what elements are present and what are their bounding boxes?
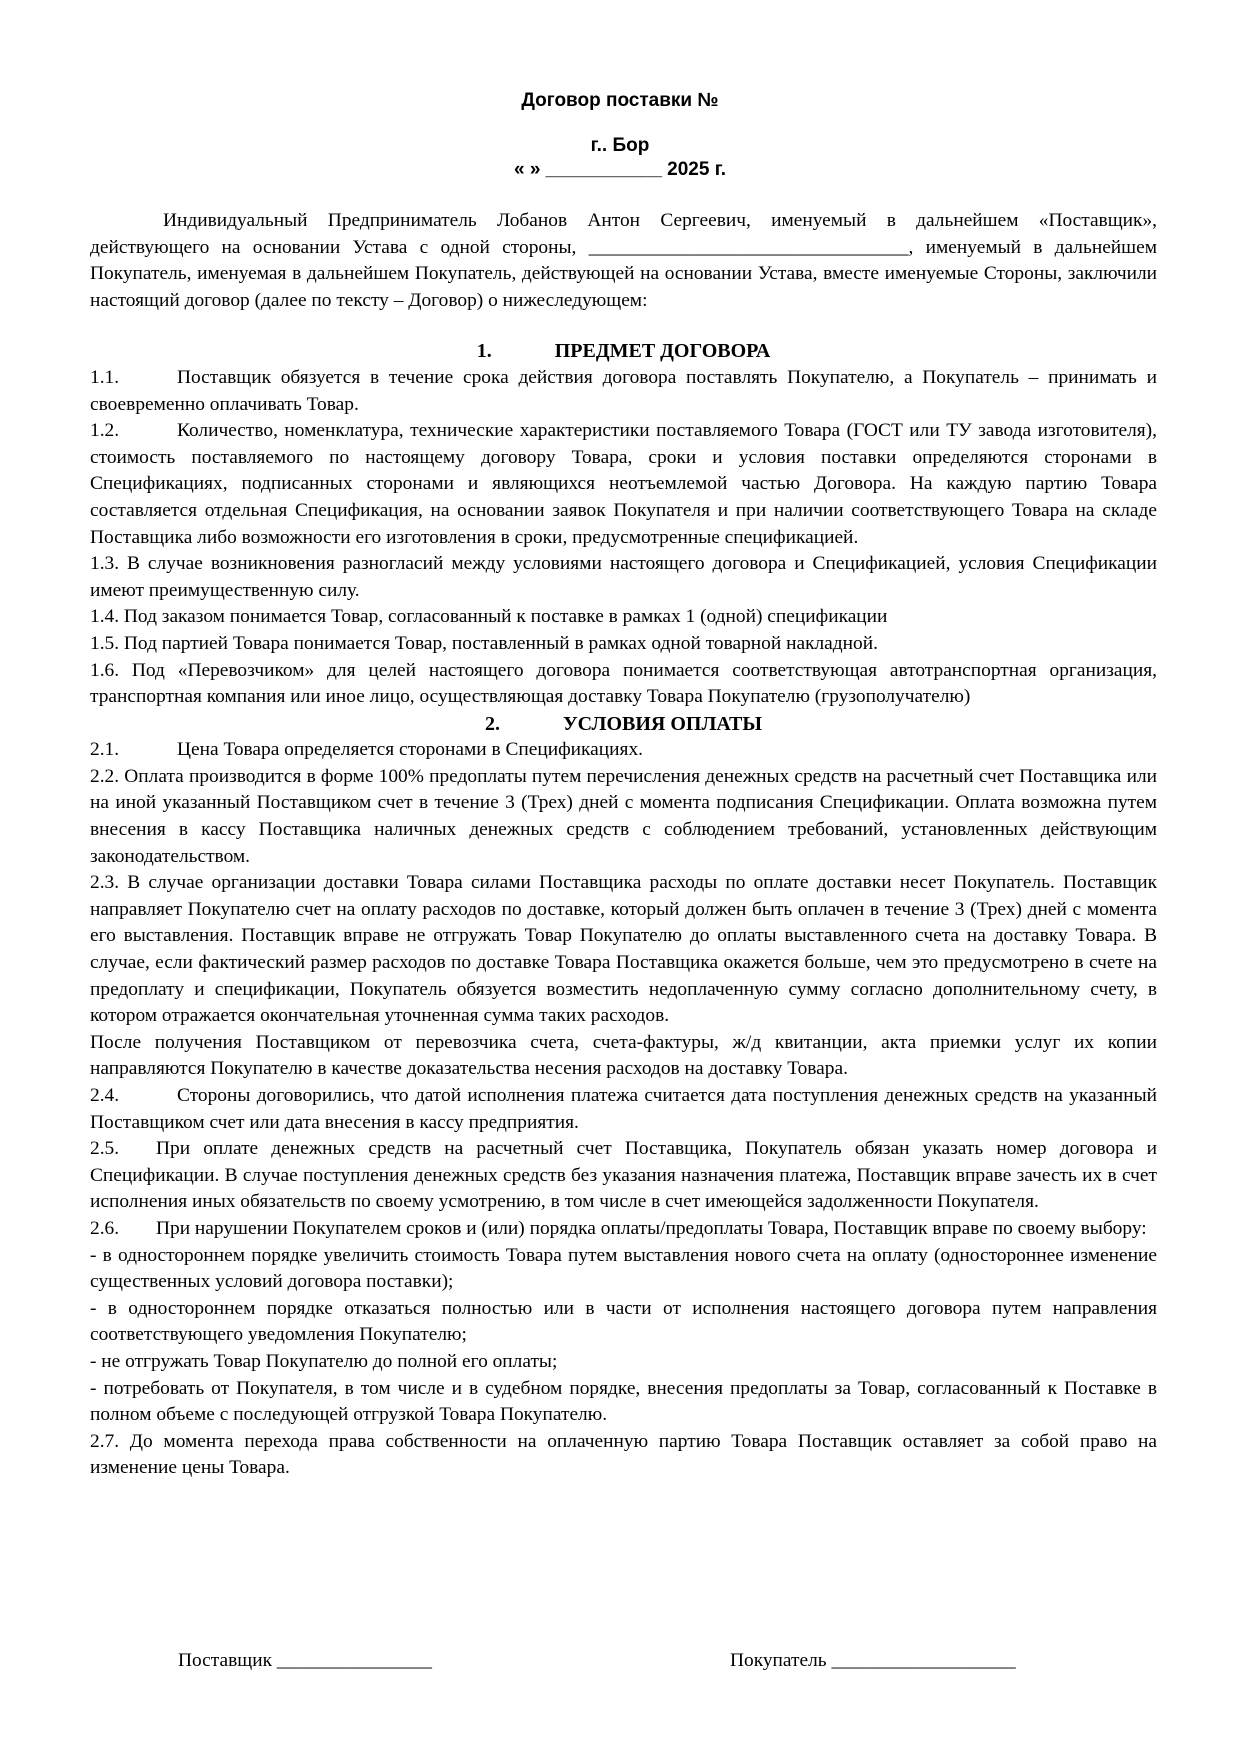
clause-number: 2.5.	[90, 1138, 120, 1160]
clause-number: 1.1.	[90, 366, 120, 388]
clause-2-4: 2.4. Стороны договорились, что датой исполнения платежа считается дата поступления денежных средств на указанный Поставщиком счет или дата внесения в кассу предприятия.	[90, 1085, 1157, 1133]
buyer-signature: Покупатель ___________________	[730, 1650, 1016, 1671]
clause-number: 2.1.	[90, 739, 120, 761]
clause-1-5: 1.5. Под партией Товара понимается Товар, поставленный в рамках одной товарной накладной.	[90, 632, 878, 654]
clause-2-7: 2.7. До момента перехода права собственности на оплаченную партию Товара Поставщик оставляет за собой право на изменение цены Товара.	[90, 1430, 1157, 1479]
contract-date: « » ___________ 2025 г.	[513, 159, 727, 180]
clause-2-5: 2.5. При оплате денежных средств на расчетный счет Поставщика, Покупатель обязан указать номер договора и Спецификации. В случае поступления денежных средств без указания назначения платежа, Поставщик вправе зачесть их в счет исполнения иных обязательств по своему усмотрению, в том числе в счет имеющейся задолженности Покупателя.	[90, 1138, 1157, 1213]
section-1-title: ПРЕДМЕТ ДОГОВОРА	[554, 340, 771, 363]
section-2-number: 2.	[484, 712, 500, 735]
clause-2-6-option: - потребовать от Покупателя, в том числе и в судебном порядке, внесения предоплаты за Товар, согласованный к Поставке в полном объеме с последующей отгрузкой Товара Покупателю.	[90, 1377, 1157, 1426]
clause-2-6: 2.6. При нарушении Покупателем сроков и (или) порядка оплаты/предоплаты Товара, Поставщик вправе по своему выбору:	[90, 1216, 1157, 1243]
clause-number: 2.4.	[90, 1085, 120, 1106]
clause-number: 1.2.	[90, 420, 120, 442]
section-1-heading	[90, 338, 1157, 365]
clause-2-6-option: - в одностороннем порядке увеличить стоимость Товара путем выставления нового счета на оплату (одностороннее изменение существенных условий договора поставки);	[90, 1244, 1157, 1293]
section-1-number: 1.	[476, 340, 492, 363]
clause-1-4: 1.4. Под заказом понимается Товар, согласованный к поставке в рамках 1 (одной) спецификации	[90, 606, 888, 628]
clause-2-3-continued: После получения Поставщиком от перевозчика счета, счета-фактуры, ж/д квитанции, акта приемки услуг их копии направляются Покупателю в качестве доказательства несения расходов на доставку Товара.	[90, 1031, 1157, 1080]
clause-1-6: 1.6. Под «Перевозчиком» для целей настоящего договора понимается соответствующая автотранспортная организация, транспортная компания или иное лицо, осуществляющая доставку Товара Покупателю (грузополучателю)	[90, 659, 1157, 708]
clause-2-6-option: - не отгружать Товар Покупателю до полной его оплаты;	[90, 1350, 558, 1372]
clause-1-3: 1.3. В случае возникновения разногласий между условиями настоящего договора и Спецификацией, условия Спецификации имеют преимущественную силу.	[90, 553, 1157, 601]
clause-2-3: 2.3. В случае организации доставки Товара силами Поставщика расходы по оплате доставки несет Покупатель. Поставщик направляет Покупателю счет на оплату расходов по доставке, который должен быть оплачен в течение 3 (Трех) дней с момента его выставления. Поставщик вправе не отгружать Товар Покупателю до оплаты выставленного счета на доставку Товара. В случае, если фактический размер расходов по доставке Товара Поставщика окажется больше, чем это предусмотрено в счете на предоплату и спецификации, Покупатель обязуется возместить недоплаченную сумму согласно дополнительному счету, в котором отражается окончательная уточненная сумма таких расходов.	[90, 872, 1157, 1027]
contract-title: Договор поставки №	[521, 90, 719, 111]
section-2-title: УСЛОВИЯ ОПЛАТЫ	[562, 712, 763, 735]
section-2-heading	[90, 711, 1157, 738]
intro-paragraph: Индивидуальный Предприниматель Лобанов Антон Сергеевич, именуемый в дальнейшем «Поставщик», действующего на основании Устава с одной стороны, _________________________________, именуемый в дальнейшем Покупатель, именуемая в дальнейшем Покупатель, действующей на основании Устава, вместе именуемые Стороны, заключили настоящий договор (далее по тексту – Договор) о нижеследующем:	[90, 210, 1157, 311]
clause-2-1: 2.1. Цена Товара определяется сторонами в Спецификациях.	[90, 737, 1157, 764]
clause-number: 2.6.	[90, 1217, 120, 1239]
clause-1-1: 1.1. Поставщик обязуется в течение срока действия договора поставлять Покупателю, а Покупатель – принимать и своевременно оплачивать Товар.	[90, 366, 1157, 415]
clause-2-2: 2.2. Оплата производится в форме 100% предоплаты путем перечисления денежных средств на расчетный счет Поставщика или на иной указанный Поставщиком счет в течение 3 (Трех) дней с момента подписания Спецификации. Оплата возможна путем внесения в кассу Поставщика наличных денежных средств с соблюдением требований, установленных действующим законодательством.	[90, 765, 1157, 867]
contract-body	[90, 208, 1157, 1482]
contract-city: г.. Бор	[590, 135, 650, 156]
supplier-signature: Поставщик ________________	[178, 1650, 432, 1671]
clause-1-2: 1.2. Количество, номенклатура, технические характеристики поставляемого Товара (ГОСТ или ТУ завода изготовителя), стоимость поставляемого по настоящему договору Товара, сроки и условия поставки определяются сторонами в Спецификациях, подписанных сторонами и являющихся неотъемлемой частью Договора. На каждую партию Товара составляется отдельная Спецификация, на основании заявок Покупателя и при наличии соответствующего Товара на складе Поставщика либо возможности его изготовления в сроки, предусмотренные спецификацией.	[90, 420, 1157, 548]
clause-2-6-option: - в одностороннем порядке отказаться полностью или в части от исполнения настоящего договора путем направления соответствующего уведомления Покупателю;	[90, 1297, 1157, 1346]
